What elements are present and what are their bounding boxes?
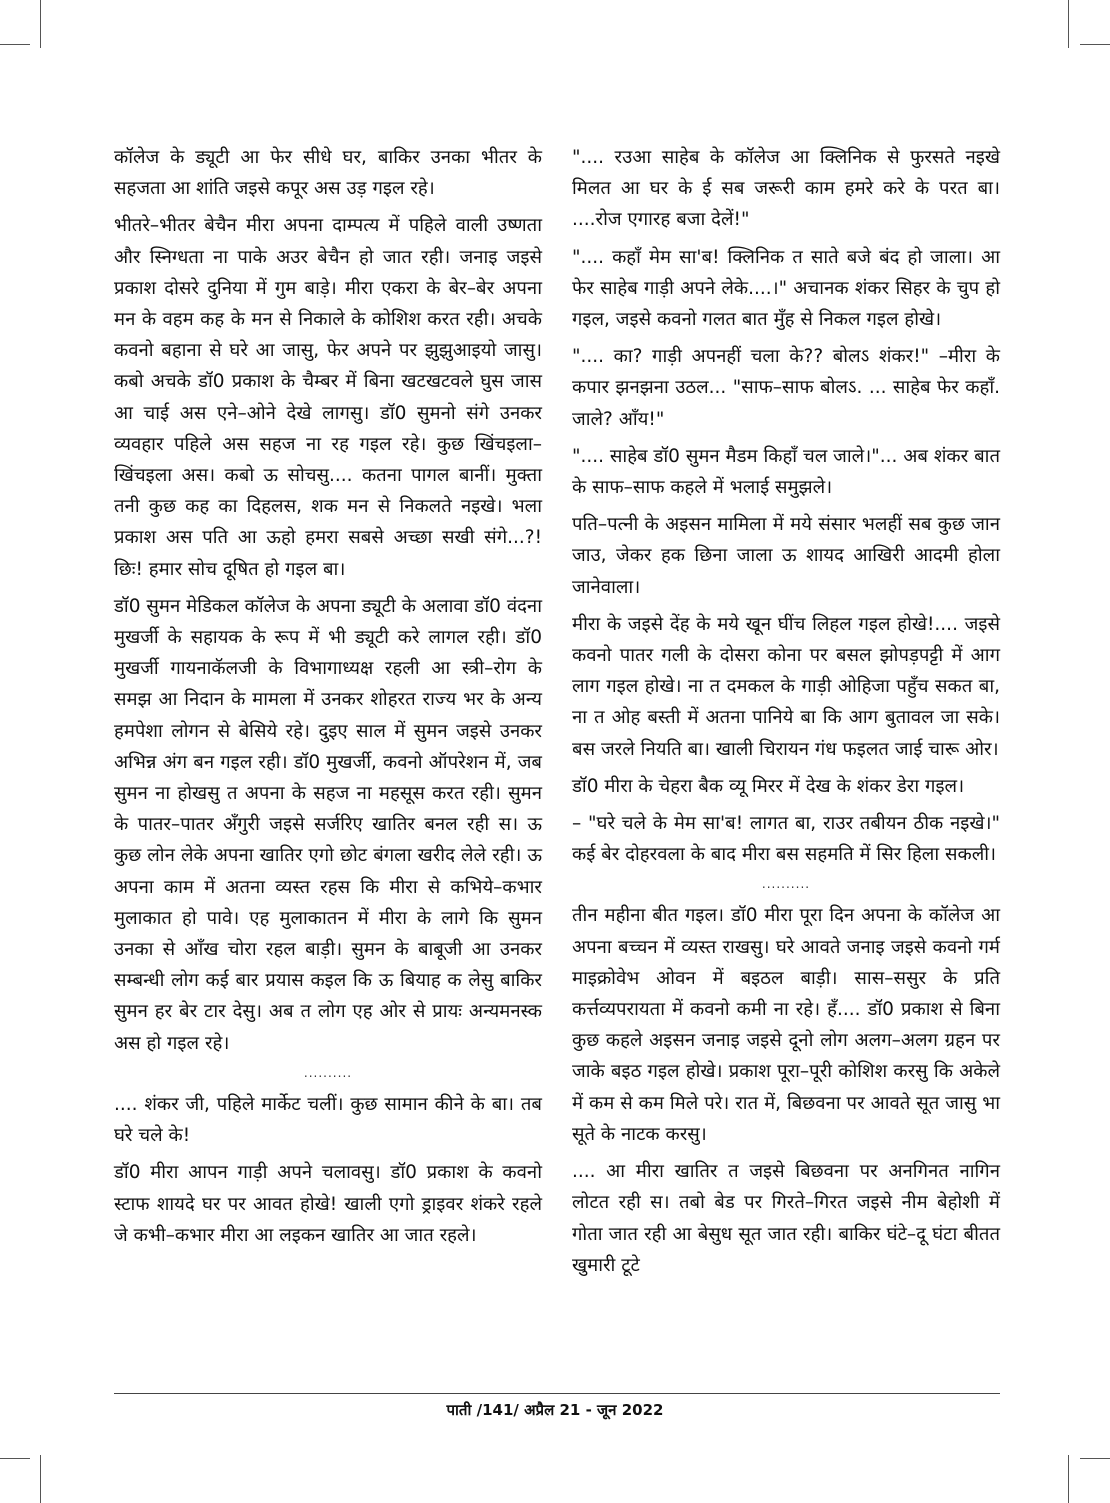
crop-mark (1068, 0, 1069, 48)
crop-mark (1080, 1458, 1110, 1459)
paragraph: डॉ0 मीरा के चेहरा बैक व्यू मिरर में देख के शंकर डेरा गइल। (572, 775, 965, 797)
section-separator: .......... (303, 1065, 353, 1080)
paragraph: डॉ0 मीरा आपन गाड़ी अपने चलावसु। डॉ0 प्रकाश के कवनो स्टाफ शायदे घर पर आवत होखे! खाली एगो ड्राइवर शंकरे रहले जे कभी–कभार मीरा आ लइकन खातिर आ जात रहले। (114, 1162, 542, 1246)
paragraph: ".... कहाँ मेम सा'ब! क्लिनिक त साते बजे बंद हो जाला। आ फेर साहेब गाड़ी अपने लेके....।" अचानक शंकर सिहर के चुप हो गइल, जइसे कवनो गलत बात मुँह से निकल गइल होखे। (572, 246, 1000, 331)
page-footer: पाती /141/ अप्रैल 21 - जून 2022 (446, 1401, 664, 1419)
paragraph: मीरा के जइसे देंह के मये खून घींच लिहल गइल होखे!.... जइसे कवनो पातर गली के दोसरा कोना पर बसल झोपड़पट्टी में आग लाग गइल होखे। ना त दमकल के गाड़ी ओहिजा पहुँच सकत बा, ना त ओह बस्ती में अतना पानिये बा कि आग बुतावल जा सके। बस जरले नियति बा। खाली चिरायन गंध फइलत जाई चारू ओर। (572, 613, 1000, 760)
paragraph: – "घरे चले के मेम सा'ब! लागत बा, राउर तबीयन ठीक नइखे।" कई बेर दोहरवला के बाद मीरा बस सहमति में सिर हिला सकली। (572, 813, 1000, 866)
crop-mark (1080, 44, 1110, 45)
footer-rule (114, 1393, 1000, 1394)
crop-mark (0, 44, 30, 45)
right-column (572, 142, 1000, 1287)
section-separator: .......... (761, 877, 811, 892)
paragraph: ".... साहेब डॉ0 सुमन मैडम किहाँ चल जाले।"... अब शंकर बात के साफ–साफ कहले में भलाई समुझले। (572, 445, 1000, 499)
crop-mark (1068, 1455, 1069, 1503)
paragraph: ".... का? गाड़ी अपनहीं चला के?? बोलऽ शंकर!" –मीरा के कपार झनझना उठल... "साफ–साफ बोलऽ. ... साहेब फेर कहाँ. जाले? आँय!" (572, 346, 1000, 430)
paragraph: भीतरे–भीतर बेचैन मीरा अपना दाम्पत्य में पहिले वाली उष्णता और स्निग्धता ना पाके अउर बेचैन हो जात रही। जनाइ जइसे प्रकाश दोसरे दुनिया में गुम बाड़े। मीरा एकरा के बेर–बेर अपना मन के वहम कह के मन से निकाले के कोशिश करत रही। अचके कवनो बहाना से घरे आ जासु, फेर अपने पर झुझुआइयो जासु। कबो अचके डॉ0 प्रकाश के चैम्बर में बिना खटखटवले घुस जास आ चाई अस एने–ओने देखे लागसु। डॉ0 सुमनो संगे उनकर व्यवहार पहिले अस सहज ना रह गइल रहे। कुछ खिंचइला–खिंचइला अस। कबो ऊ सोचसु.... कतना पागल बानीं। मुक्ता तनी कुछ कह का दिहलस, शक मन से निकलते नइखे। भला प्रकाश अस पति आ ऊहो हमरा सबसे अच्छा सखी संगे...?! छिः! हमार सोच दूषित हो गइल बा। (114, 215, 542, 580)
paragraph: .... शंकर जी, पहिले मार्केट चलीं। कुछ सामान कीने के बा। तब घरे चले के! (114, 1093, 542, 1147)
paragraph: .... आ मीरा खातिर त जइसे बिछवना पर अनगिनत नागिन लोटत रही स। तबो बेड पर गिरते–गिरत जइसे नीम बेहोशी में गोता जात रही आ बेसुध सूत जात रही। बाकिर घंटे–दू घंटा बीतत खुमारी टूटे (572, 1161, 1000, 1276)
paragraph: डॉ0 सुमन मेडिकल कॉलेज के अपना ड्यूटी के अलावा डॉ0 वंदना मुखर्जी के सहायक के रूप में भी ड्यूटी करे लागल रही। डॉ0 मुखर्जी गायनाकॅलजी के विभागाध्यक्ष रहली आ स्त्री–रोग के समझ आ निदान के मामला में उनकर शोहरत राज्य भर के अन्य हमपेशा लोगन से बेसिये रहे। दुइए साल में सुमन जइसे उनकर अभिन्न अंग बन गइल रही। डॉ0 मुखर्जी, कवनो ऑपरेशन में, जब सुमन ना होखसु त अपना के सहज ना महसूस करत रही। सुमन के पातर–पातर अँगुरी जइसे सर्जरिए खातिर बनल रही स। ऊ कुछ लोन लेके अपना खातिर एगो छोट बंगला खरीद लेले रही। ऊ अपना काम में अतना व्यस्त रहस कि मीरा से कभिये–कभार मुलाकात हो पावे। एह मुलाकातन में मीरा के लागे कि सुमन उनका से आँख चोरा रहल बाड़ी। सुमन के बाबूजी आ उनकर सम्बन्धी लोग कई बार प्रयास कइल कि ऊ बियाह क लेसु बाकिर सुमन हर बेर टार देसु। अब त लोग एह ओर से प्रायः अन्यमनस्क अस हो गइल रहे। (114, 595, 542, 1054)
paragraph: तीन महीना बीत गइल। डॉ0 मीरा पूरा दिन अपना के कॉलेज आ अपना बच्चन में व्यस्त राखसु। घरे आवते जनाइ जइसे कवनो गर्म माइक्रोवेभ ओवन में बइठल बाड़ी। सास–ससुर के प्रति कर्त्तव्यपरायता में कवनो कमी ना रहे। हँ.... डॉ0 प्रकाश से बिना कुछ कहले अइसन जनाइ जइसे दूनो लोग अलग–अलग ग्रहन पर जाके बइठ गइल होखे। प्रकाश पूरा–पूरी कोशिश करसु कि अकेले में कम से कम मिले परे। रात में, बिछवना पर आवते सूत जासु भा सूते के नाटक करसु। (572, 905, 1000, 1145)
paragraph: ".... रउआ साहेब के कॉलेज आ क्लिनिक से फुरसते नइखे मिलत आ घर के ई सब जरूरी काम हमरे करे के परत बा। ....रोज एगारह बजा देलें!" (572, 147, 1000, 231)
left-column (114, 142, 542, 1257)
paragraph: कॉलेज के ड्यूटी आ फेर सीधे घर, बाकिर उनका भीतर के सहजता आ शांति जइसे कपूर अस उड़ गइल रहे। (114, 147, 542, 200)
crop-mark (40, 1455, 41, 1503)
paragraph: पति–पत्नी के अइसन मामिला में मये संसार भलहीं सब कुछ जान जाउ, जेकर हक छिना जाला ऊ शायद आखिरी आदमी होला जानेवाला। (572, 514, 1000, 598)
crop-mark (40, 0, 41, 48)
crop-mark (0, 1458, 30, 1459)
